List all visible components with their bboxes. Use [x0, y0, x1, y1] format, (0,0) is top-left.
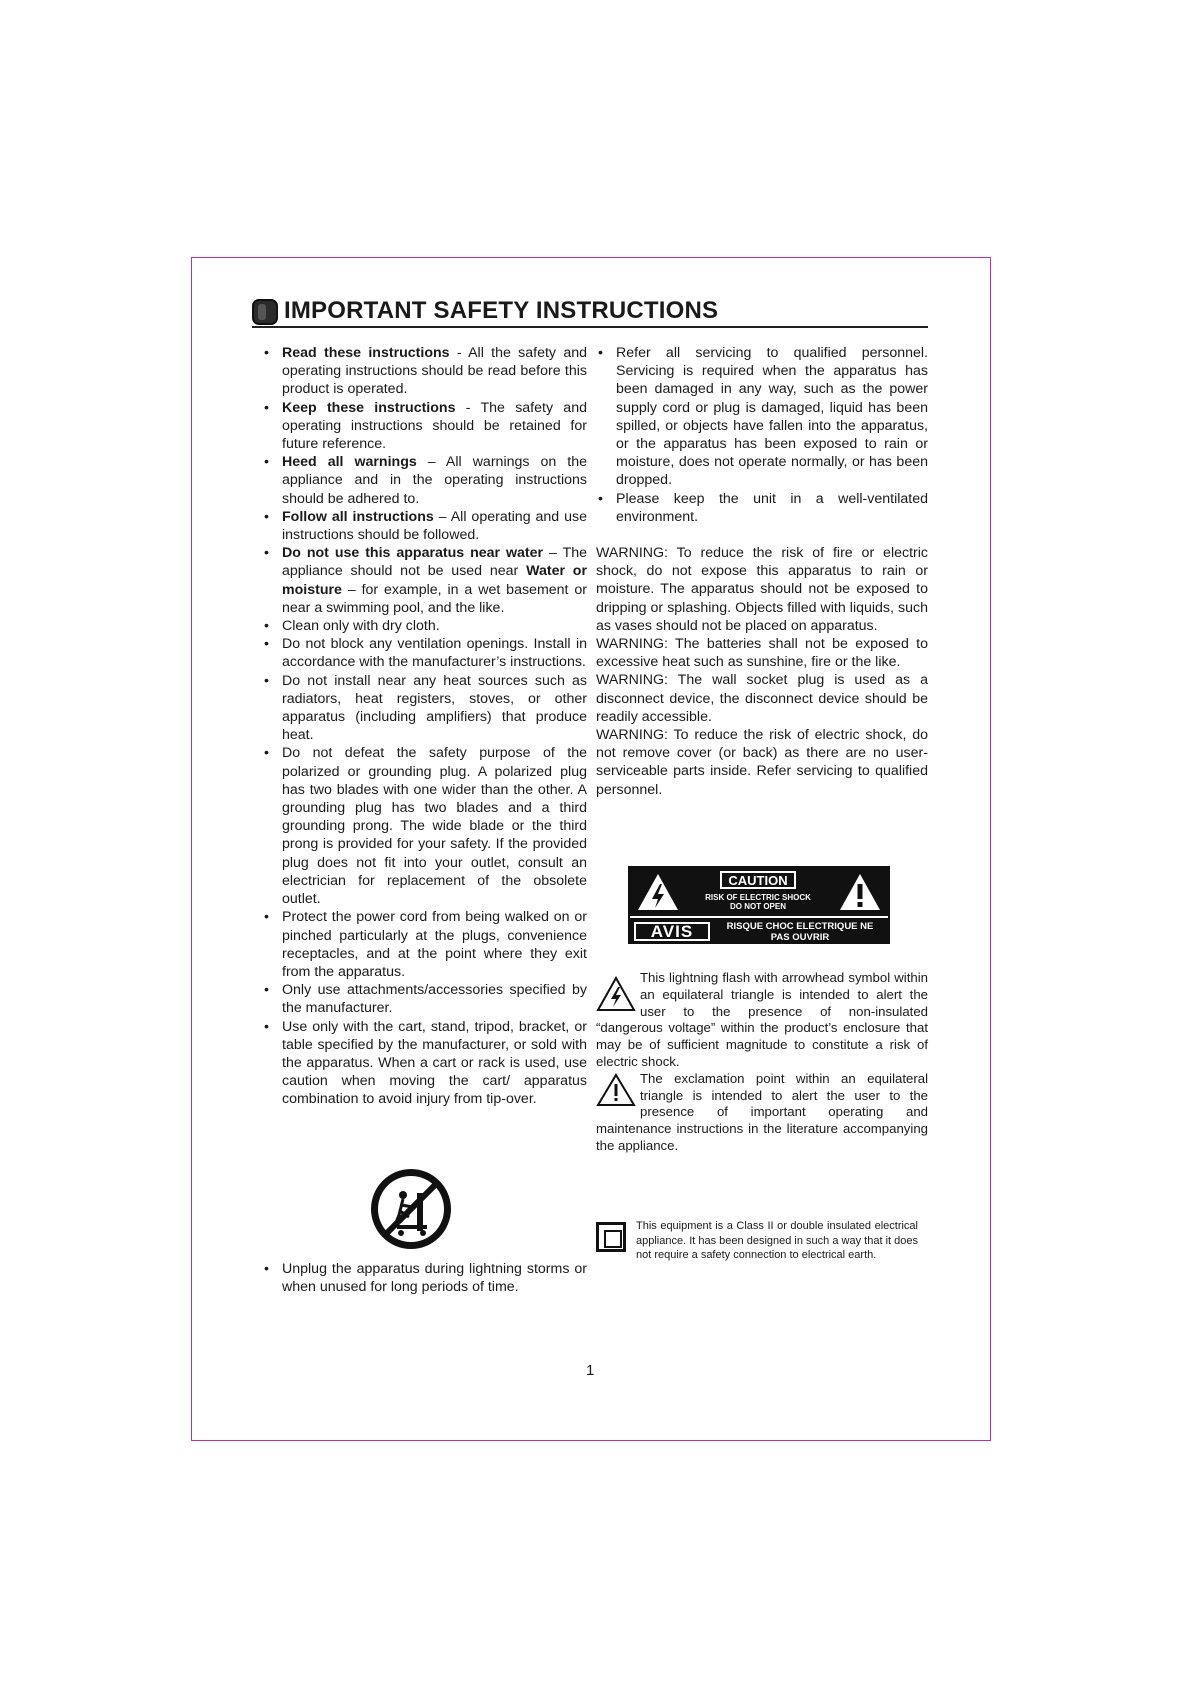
item-heading: Do not use this apparatus near water [282, 545, 544, 562]
risque-line-1: RISQUE CHOC ELECTRIQUE NE [726, 921, 874, 932]
list-item: • Please keep the unit in a well-ventilated environment. [598, 490, 928, 525]
list-item: • Do not block any ventilation openings. Install in accordance with the manufacturer’s instructions. [264, 636, 587, 671]
right-column [596, 344, 928, 799]
item-text: Do not install near any heat sources such as radiators, heat registers, stoves, or other apparatus (including amplifiers) that produce heat. [282, 672, 587, 744]
caution-label [628, 866, 890, 944]
page-title: IMPORTANT SAFETY INSTRUCTIONS [284, 297, 719, 324]
section-marker-icon [252, 299, 278, 325]
caution-risk [698, 893, 818, 911]
risque-line-2: PAS OUVRIR [770, 932, 830, 943]
lightning-triangle-icon [596, 976, 636, 1012]
item-text: Do not block any ventilation openings. Install in accordance with the manufacturer’s instructions. [282, 636, 587, 671]
item-text: - The safety and operating instructions should be retained for future reference. [282, 399, 587, 453]
item-heading: Read these instructions [282, 345, 450, 361]
lightning-triangle-icon [636, 872, 680, 912]
item-text: - All the safety and operating instructions should be read before this product is operated. [282, 345, 587, 398]
item-text: Unplug the apparatus during lightning storms or when unused for long periods of time. [282, 1261, 587, 1296]
cart-warning-icon [369, 1167, 453, 1251]
list-item: • Do not defeat the safety purpose of the polarized or grounding plug. A polarized plug has two blades with one wider than the other. A grounding plug has two blades and a third grounding prong. The wide blade or the third prong is provided for your safety. If the provided plug does not fit into your outlet, consult an electrician for replacement of the obsolete outlet. [264, 745, 587, 908]
risque-text [714, 921, 886, 943]
exclamation-triangle-icon [838, 872, 882, 912]
class-ii-text: This equipment is a Class II or double insulated electrical appliance. It has been designed in such a way that it does not require a safety connection to electrical earth. [636, 1220, 918, 1261]
item-text: Use only with the cart, stand, tripod, bracket, or table specified by the manufacturer, or sold with the apparatus. When a cart or rack is used, use caution when moving the cart/ apparatus combination to avoid injury from tip-over. [282, 1018, 587, 1108]
lightning-explanation [596, 970, 928, 1071]
item-text-2: – for example, in a wet basement or near a swimming pool, and the like. [282, 581, 587, 616]
warning-text: WARNING: The batteries shall not be exposed to excessive heat such as sunshine, fire or the like. [596, 636, 928, 671]
page-number: 1 [586, 1362, 595, 1379]
item-text: – All warnings on the appliance and in the operating instructions should be adhered to. [282, 454, 587, 507]
warning-text: WARNING: To reduce the risk of electric shock, do not remove cover (or back) as there are no user-serviceable parts inside. Refer servicing to qualified personnel. [596, 727, 928, 798]
list-item: • Keep these instructions - The safety and operating instructions should be retained for future reference. [264, 399, 587, 453]
item-text: – All operating and use instructions should be followed. [282, 508, 587, 544]
list-item: • Unplug the apparatus during lightning storms or when unused for long periods of time. [264, 1261, 587, 1296]
list-item: • Only use attachments/accessories specified by the manufacturer. [264, 982, 587, 1017]
page-header [252, 296, 928, 328]
item-heading: Follow all instructions [282, 508, 434, 525]
item-text: – The appliance should not be used near [282, 545, 587, 580]
left-column [262, 344, 587, 1109]
caution-heading: CAUTION [720, 871, 796, 889]
item-heading: Heed all warnings [282, 454, 417, 471]
list-item: • Refer all servicing to qualified personnel. Servicing is required when the apparatus has been damaged in any way, such as the power supply cord or plug is damaged, liquid has been spilled, or objects have fallen into the apparatus, or the apparatus has been exposed to rain or moisture, does not operate normally, or has been dropped. [598, 345, 928, 489]
exclamation-triangle-icon [596, 1073, 636, 1107]
risk-line-1: RISK OF ELECTRIC SHOCK [705, 893, 811, 902]
item-heading-2: Water or moisture [282, 563, 587, 598]
list-item: • Read these instructions - All the safety and operating instructions should be read before this product is operated. [264, 345, 587, 398]
list-item: • Heed all warnings – All warnings on the appliance and in the operating instructions should be adhered to. [264, 454, 587, 507]
exclamation-explanation [596, 1071, 928, 1155]
list-item: • Use only with the cart, stand, tripod, bracket, or table specified by the manufacturer, or sold with the apparatus. When a cart or rack is used, use caution when moving the cart/ apparatus combination to avoid injury from tip-over. [264, 1018, 587, 1108]
warning-text: WARNING: To reduce the risk of fire or electric shock, do not expose this apparatus to rain or moisture. The apparatus should not be exposed to dripping or splashing. Objects filled with liquids, such as vases should not be placed on apparatus. [596, 545, 928, 634]
item-text: Only use attachments/accessories specified by the manufacturer. [282, 982, 587, 1017]
warning-text: WARNING: The wall socket plug is used as a disconnect device, the disconnect device should be readily accessible. [596, 672, 928, 725]
item-text: Protect the power cord from being walked on or pinched particularly at the plugs, convenience receptacles, and at the point where they exit from the apparatus. [282, 909, 587, 980]
item-text: Do not defeat the safety purpose of the polarized or grounding plug. A polarized plug has two blades with one wider than the other. A grounding plug has two blades and a third grounding prong. The wide blade or the third prong is provided for your safety. If the provided plug does not fit into your outlet, consult an electrician for replacement of the obsolete outlet. [282, 745, 587, 908]
item-text: Please keep the unit in a well-ventilated environment. [616, 490, 928, 525]
list-item: • Clean only with dry cloth. [264, 618, 440, 635]
class-ii-icon [596, 1222, 626, 1252]
lightning-text: This lightning flash with arrowhead symbol within an equilateral triangle is intended to alert the user to the presence of non-insulated “dangerous voltage” within the product’s enclosure that may be of sufficient magnitude to constitute a risk of electric shock. [596, 970, 928, 1069]
list-item: • Do not use this apparatus near water – The appliance should not be used near Water or moisture – for example, in a wet basement or near a swimming pool, and the like. [264, 545, 587, 616]
unplug-item [262, 1260, 587, 1296]
risk-line-2: DO NOT OPEN [729, 902, 786, 911]
list-item: • Do not install near any heat sources such as radiators, heat registers, stoves, or other apparatus (including amplifiers) that produce heat. [264, 672, 587, 744]
item-heading: Keep these instructions [282, 399, 456, 416]
avis-label: AVIS [634, 922, 710, 941]
list-item: • Follow all instructions – All operating and use instructions should be followed. [264, 508, 587, 544]
symbol-explanations [596, 970, 928, 1155]
item-text: Clean only with dry cloth. [282, 618, 440, 635]
list-item: • Protect the power cord from being walked on or pinched particularly at the plugs, convenience receptacles, and at the point where they exit from the apparatus. [264, 909, 587, 980]
exclamation-text: The exclamation point within an equilateral triangle is intended to alert the user to the presence of important operating and maintenance instructions in the literature accompanying the appliance. [596, 1070, 928, 1153]
item-text: Refer all servicing to qualified personnel. Servicing is required when the apparatus has been damaged in any way, such as the power supply cord or plug is damaged, liquid has been spilled, or objects have fallen into the apparatus, or the apparatus has been exposed to rain or moisture, does not operate normally, or has been dropped. [616, 345, 928, 489]
